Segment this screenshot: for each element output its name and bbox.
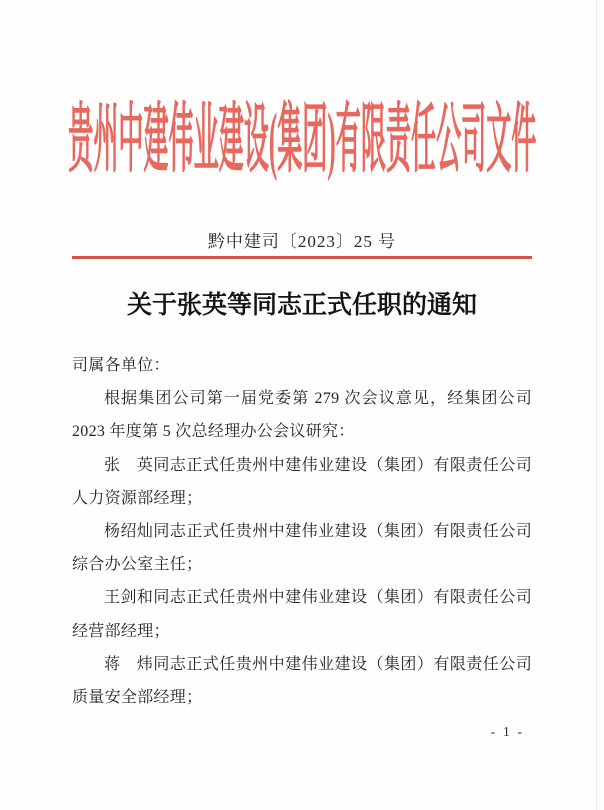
document-number: 黔中建司〔2023〕25 号	[207, 232, 397, 251]
red-divider-rule	[72, 256, 532, 259]
body-paragraph: 张 英同志正式任贵州中建伟业建设（集团）有限责任公司人力资源部经理；	[72, 456, 532, 507]
body-paragraph: 蒋 炜同志正式任贵州中建伟业建设（集团）有限责任公司质量安全部经理；	[72, 655, 532, 707]
document-title: 关于张英等同志正式任职的通知	[126, 292, 477, 319]
org-header-band	[0, 90, 604, 190]
body-paragraph: 王剑和同志正式任贵州中建伟业建设（集团）有限责任公司经营部经理；	[72, 589, 532, 640]
salutation: 司属各单位：	[72, 357, 170, 374]
document-body	[72, 349, 532, 714]
org-header-title: 贵州中建伟业建设(集团)有限责任公司文件	[67, 98, 537, 182]
body-paragraph: 根据集团公司第一届党委第 279 次会议意见，经集团公司2023 年度第 5 次总经理办公会议研究：	[72, 390, 532, 441]
page-number: - 1 -	[490, 725, 524, 740]
body-paragraph: 杨绍灿同志正式任贵州中建伟业建设（集团）有限责任公司综合办公室主任；	[72, 523, 532, 574]
